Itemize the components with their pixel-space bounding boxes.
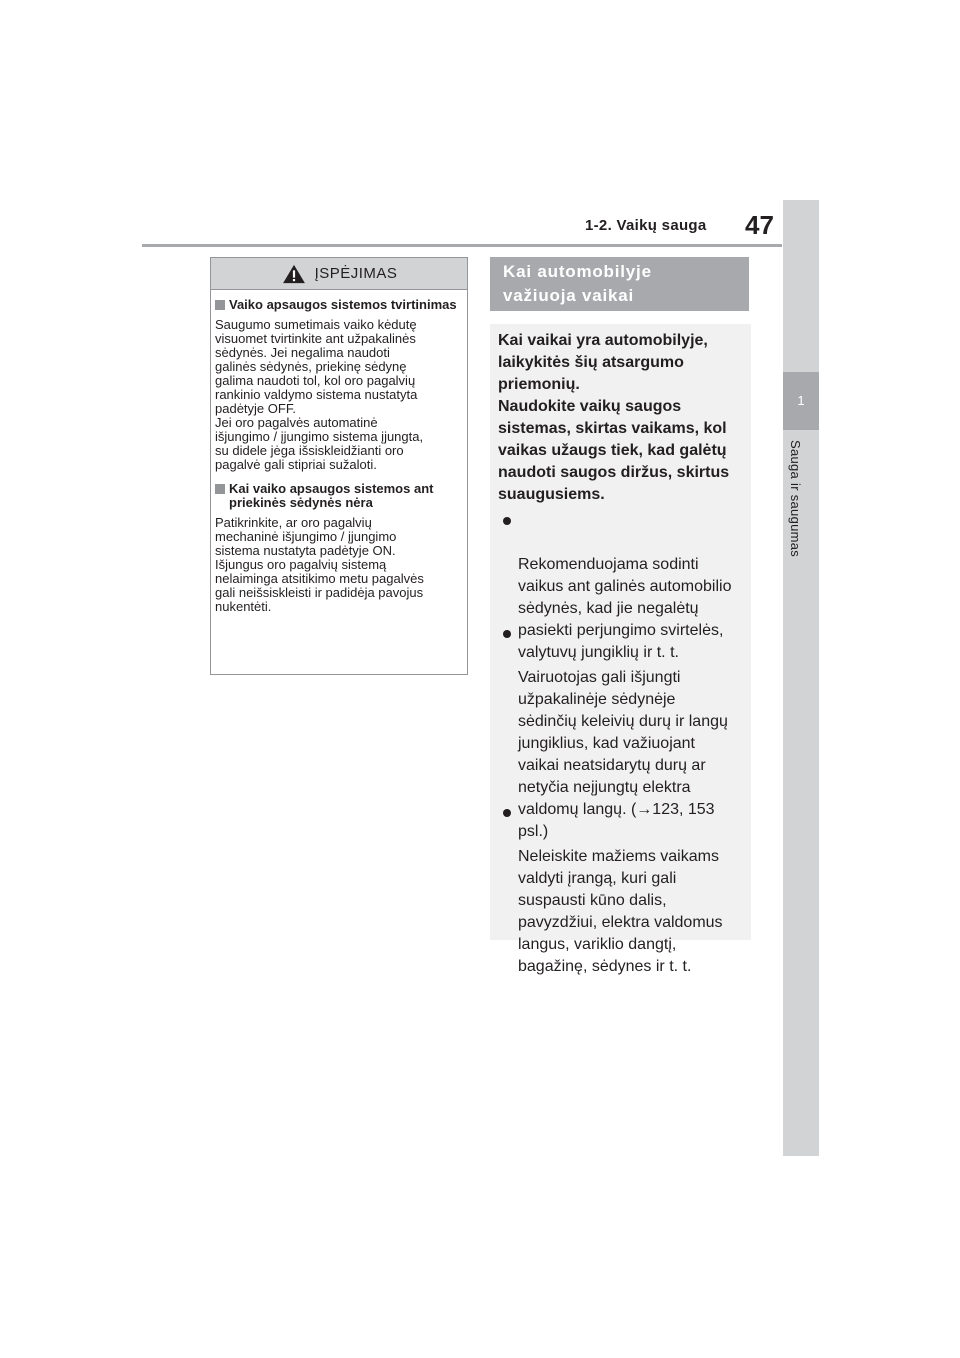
warning-title: ĮSPĖJIMAS <box>314 265 398 282</box>
warning-subheading <box>215 482 462 510</box>
bullet-dot-icon <box>503 517 511 525</box>
info-intro: Kai vaikai yra automobilyje, laikykitės šių atsargumo priemonių. Naudokite vaikų saugos sistemas, skirtas vaikams, kol vaikas užaugs tiek, kad galėtų naudoti saugos diržus, skirtus suaugusiems. <box>498 332 730 503</box>
info-heading: Kai automobilyje važiuoja vaikai <box>490 257 749 311</box>
bullet-item <box>500 802 723 978</box>
warning-subheading-text: Vaiko apsaugos sistemos tvirtinimas <box>229 297 457 312</box>
side-strip <box>783 200 819 1156</box>
square-bullet-icon <box>215 484 225 494</box>
page-number: 47 <box>745 210 774 240</box>
bullet-text: Neleiskite mažiems vaikams valdyti įrangą, kuri gali suspausti kūno dalis, pavyzdžiui, elektra valdomus langus, variklio dangtį, bagažinę, sėdynes ir t. t. <box>518 848 723 975</box>
square-bullet-icon <box>215 300 225 310</box>
warning-header <box>211 258 467 290</box>
header-rule <box>142 244 782 247</box>
warning-paragraph: Saugumo sumetimais vaiko kėdutę visuomet tvirtinkite ant užpakalinės sėdynės. Jei negalima naudoti galinės sėdynės, priekinę sėdynę galima naudoti tol, kol oro pagalvių rankinio valdymo sistema nustatyta padėtyje OFF. Jei oro pagalvės automatinė išjungimo / įjungimo sistema įjungta, su didele jėga išsiskleidžianti oro pagalvė gali stipriai sužaloti. <box>215 317 424 472</box>
section-title: 1-2. Vaikų sauga <box>585 217 707 234</box>
chapter-title: Sauga ir saugumas <box>788 440 803 558</box>
bullet-dot-icon <box>503 630 511 638</box>
bullet-dot-icon <box>503 809 511 817</box>
warning-box <box>210 257 468 675</box>
bullet-text: Rekomenduojama sodinti vaikus ant galinės automobilio sėdynės, kad jie negalėtų pasiekti perjungimo svirtelės, valytuvų jungiklių ir t. t. <box>518 556 732 661</box>
warning-subheading <box>215 298 462 312</box>
warning-body <box>211 290 467 614</box>
warning-paragraph: Patikrinkite, ar oro pagalvių mechaninė išjungimo / įjungimo sistema nustatyta padėtyje ON. Išjungus oro pagalvių sistemą nelaiminga atsitikimo metu pagalvės gali neišsiskleisti ir padidėja pavojus nukentėti. <box>215 515 424 614</box>
chapter-number: 1 <box>797 393 805 408</box>
bullet-text: Vairuotojas gali išjungti užpakalinėje sėdynėje sėdinčių keleivių durų ir langų jungiklius, kad važiuojant vaikai neatsidarytų durų ar netyčia neįjungtų elektra valdomų langų. (→123, 153 psl.) <box>518 669 728 840</box>
warning-triangle-icon <box>281 264 307 284</box>
warning-subheading-text: Kai vaiko apsaugos sistemos ant priekinės sėdynės nėra <box>229 481 434 510</box>
